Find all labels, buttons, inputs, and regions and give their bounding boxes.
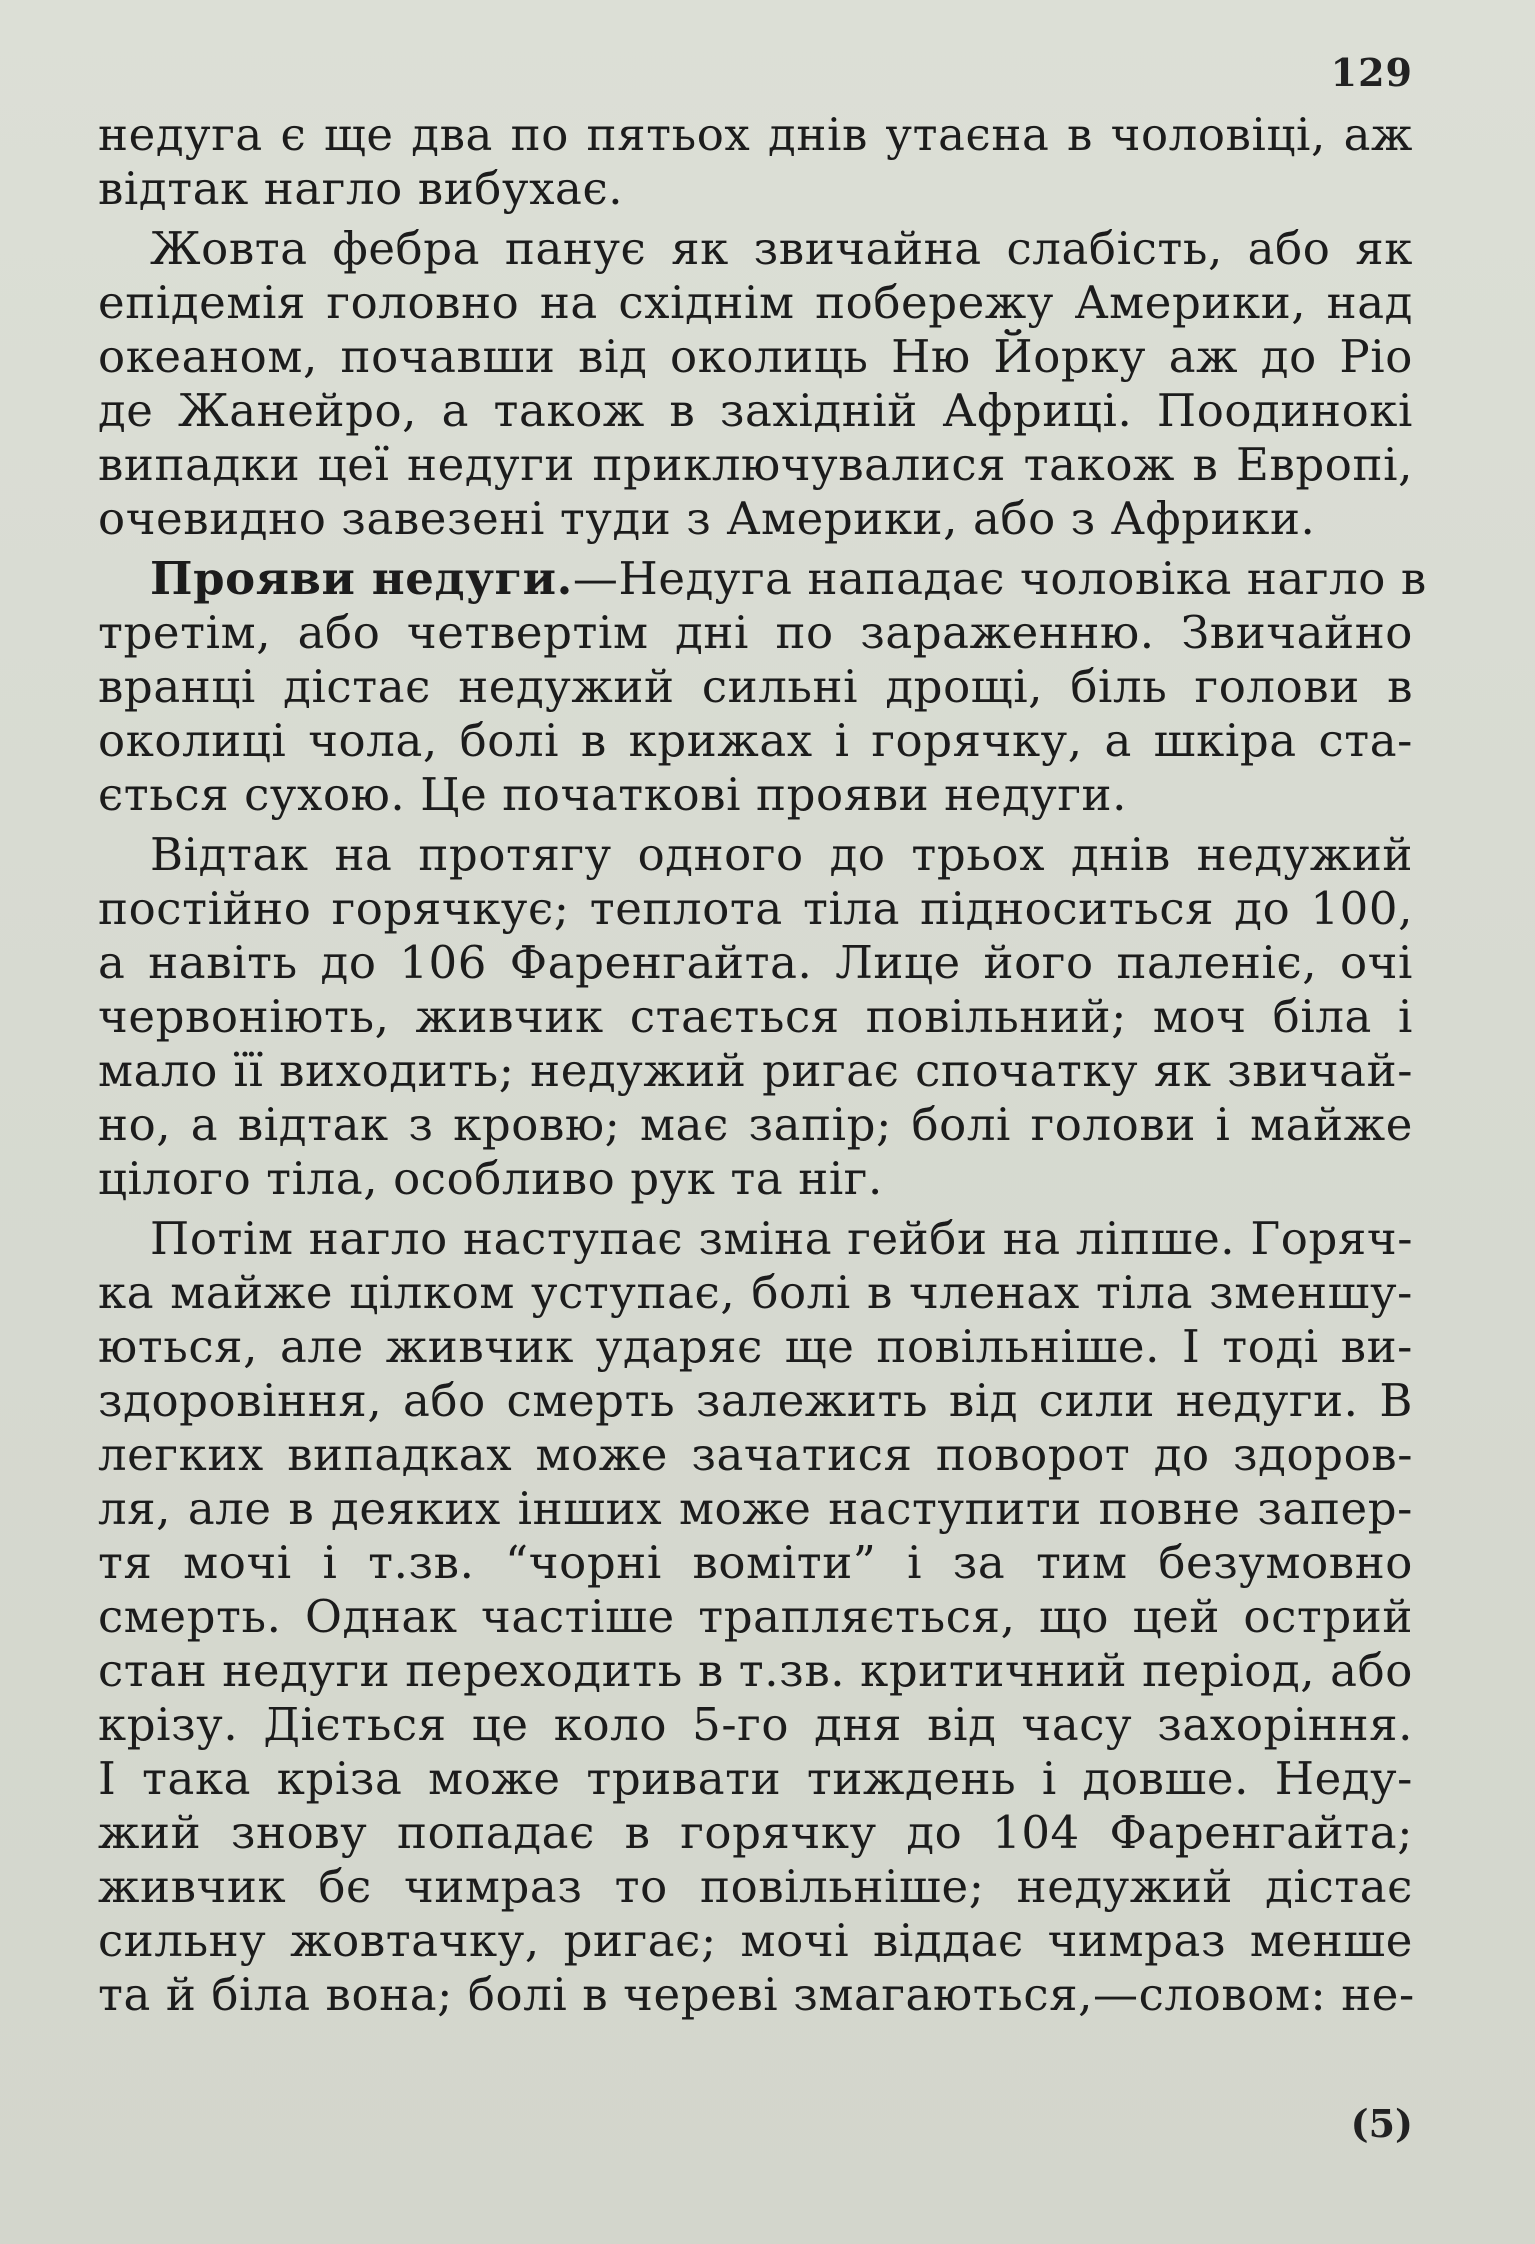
text-line: смерть. Однак частіше трапляється, що цей острий	[98, 1590, 1413, 1643]
text-line: очевидно завезені туди з Америки, або з Африки.	[98, 492, 1316, 545]
text-line: океаном, почавши від околиць Ню Йорку аж до Ріо	[98, 330, 1413, 383]
text-line: ється сухою. Це початкові прояви недуги.	[98, 768, 1128, 821]
text-line: но, а відтак з кровю; має запір; болі голови і майже	[98, 1098, 1413, 1151]
section-heading: Прояви недуги.	[150, 552, 573, 605]
text-line: цілого тіла, особливо рук та ніг.	[98, 1152, 883, 1205]
text-line: сильну жовтачку, ригає; мочі віддає чимраз менше	[98, 1914, 1413, 1967]
text-line: тя мочі і т.зв. “чорні воміти” і за тим безумовно	[98, 1536, 1413, 1589]
text-line: а навіть до 106 Фаренгайта. Лице його паленіє, очі	[98, 936, 1413, 989]
text-line: мало її виходить; недужий ригає спочатку як звичай-	[98, 1044, 1413, 1097]
text-line: Відтак на протягу одного до трьох днів недужий	[150, 828, 1413, 881]
text-line: ються, але живчик ударяє ще повільніше. І тоді ви-	[98, 1320, 1413, 1373]
text-line: крізу. Діється це коло 5-го дня від часу захоріння.	[98, 1698, 1413, 1751]
text-line: третім, або четвертім дні по зараженню. Звичайно	[98, 606, 1413, 659]
text-line: червоніють, живчик стається повільний; моч біла і	[98, 990, 1413, 1043]
page-number: 129	[1330, 50, 1413, 95]
text-line: Потім нагло наступає зміна гейби на ліпше. Горяч-	[150, 1212, 1413, 1265]
text-line-with-heading	[98, 552, 1427, 606]
text-line: Жовта фебра панує як звичайна слабість, або як	[150, 222, 1413, 275]
text-line: недуга є ще два по пятьох днів утаєна в чоловіці, аж	[98, 108, 1413, 161]
text-line: вранці дістає недужий сильні дрощі, біль голови в	[98, 660, 1413, 713]
text-line: постійно горячкує; теплота тіла підноситься до 100,	[98, 882, 1413, 935]
text-line: відтак нагло вибухає.	[98, 162, 624, 215]
text-line: живчик бє чимраз то повільніше; недужий дістає	[98, 1860, 1413, 1913]
text-line: І така кріза може тривати тиждень і довше. Неду-	[98, 1752, 1413, 1805]
text-line: де Жанейро, а також в західній Африці. Поодинокі	[98, 384, 1413, 437]
text-run: —Недуга нападає чоловіка нагло в	[572, 552, 1427, 605]
text-line: стан недуги переходить в т.зв. критичний період, або	[98, 1644, 1413, 1697]
text-line: жий знову попадає в горячку до 104 Фаренгайта;	[98, 1806, 1413, 1859]
signature-mark: (5)	[1350, 2101, 1413, 2146]
text-line: здоровіння, або смерть залежить від сили недуги. В	[98, 1374, 1413, 1427]
text-line: околиці чола, болі в крижах і горячку, а шкіра ста-	[98, 714, 1413, 767]
text-line: випадки цеї недуги приключувалися також в Европі,	[98, 438, 1413, 491]
body-text	[98, 108, 1427, 2022]
text-line: ка майже цілком уступає, болі в членах тіла зменшу-	[98, 1266, 1413, 1319]
text-line: легких випадках може зачатися поворот до здоров-	[98, 1428, 1413, 1481]
text-line: та й біла вона; болі в череві змагаються,—словом: не-	[98, 1968, 1415, 2021]
text-line: ля, але в деяких інших може наступити повне запер-	[98, 1482, 1413, 1535]
text-line: епідемія головно на східнім побережу Америки, над	[98, 276, 1413, 329]
